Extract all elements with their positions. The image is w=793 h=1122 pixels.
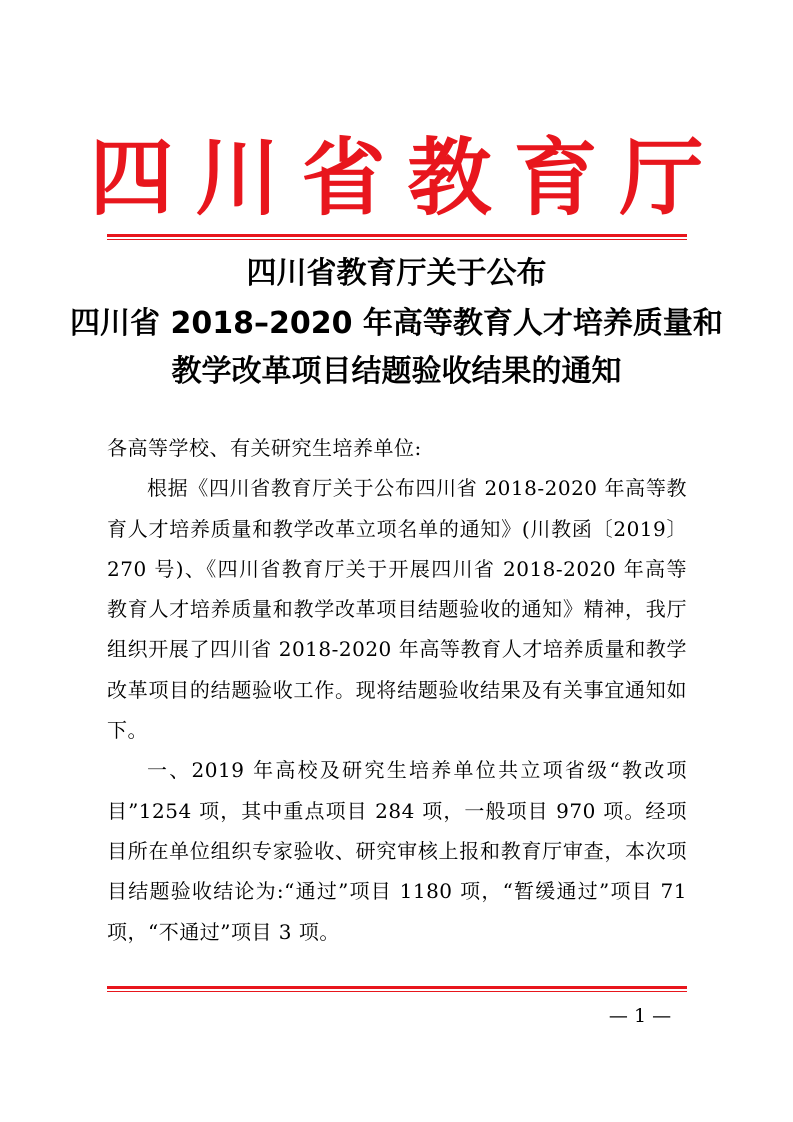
header-divider-thick-line [107,234,687,237]
document-title-line-1: 四川省教育厅关于公布 [246,256,547,291]
body-paragraph-1: 根据《四川省教育厅关于公布四川省 2018-2020 年高等教育人才培养质量和教学改革立项名单的通知》(川教函〔2019〕270 号)、《四川省教育厅关于开展四川省 2018-2020 年高等教育人才培养质量和教学改革项目结题验收的通知》精神，我厅组织开展了四川省 2018-2020 年高等教育人才培养质量和教学改革项目的结题验收工作。现将结题验收结果及有关事宜通知如下。 [107,476,687,743]
salutation: 各高等学校、有关研究生培养单位: [107,436,422,460]
document-title-line-3: 教学改革项目结题验收结果的通知 [171,354,622,389]
header-divider [107,234,687,240]
header-divider-thin-line [107,239,687,240]
masthead-title: 四川省教育厅 [89,128,726,227]
body-paragraph-2: 一、2019 年高校及研究生培养单位共立项省级“教改项目”1254 项，其中重点项目 284 项，一般项目 970 项。经项目所在单位组织专家验收、研究审核上报和教育厅审查，本次项目结题验收结论为:“通过”项目 1180 项，“暂缓通过”项目 71 项，“不通过”项目 3 项。 [107,758,687,944]
page-number: — 1 — [608,1005,672,1027]
document-title-line-2: 四川省 2018–2020 年高等教育人才培养质量和 [70,306,723,341]
document-body [107,428,687,952]
footer-divider-thin-line [107,991,687,992]
footer-divider [107,986,687,992]
footer-divider-thick-line [107,986,687,989]
